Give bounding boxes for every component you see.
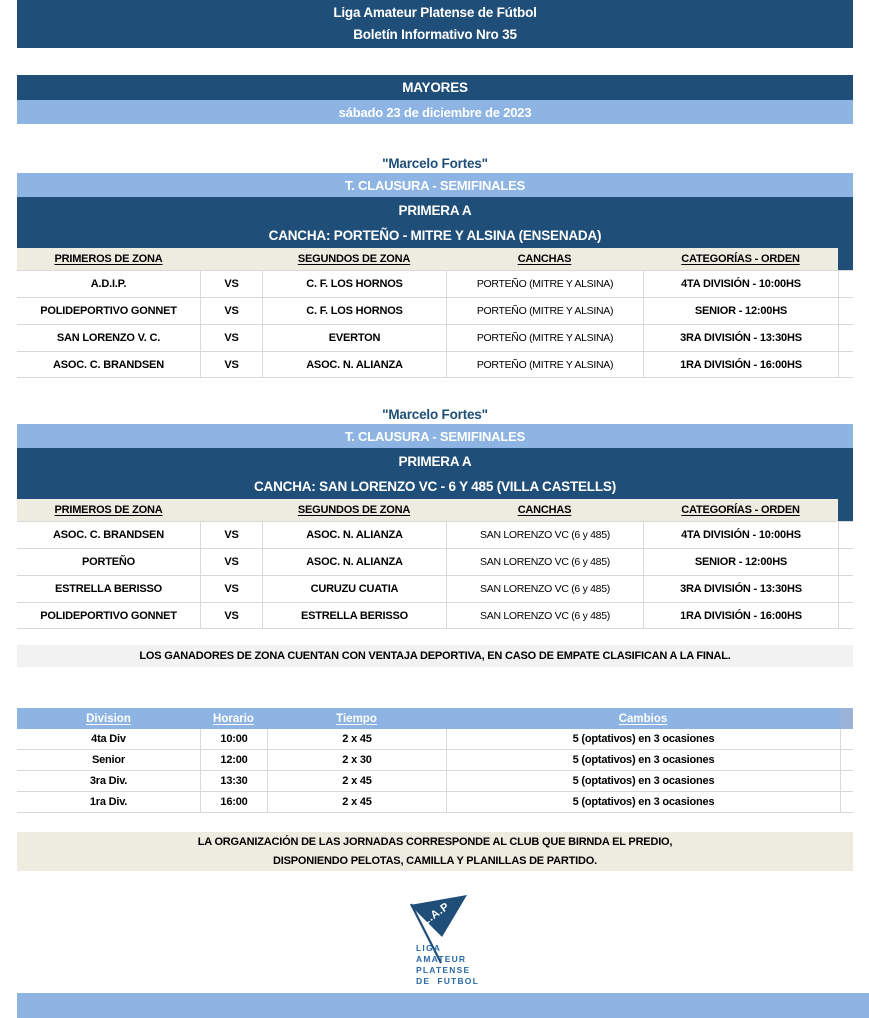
- cancha-cell: SAN LORENZO VC (6 y 485): [446, 522, 643, 548]
- match-section-san-lorenzo: [17, 404, 853, 629]
- match-section-porteno: [17, 153, 853, 378]
- vs-cell: VS: [200, 298, 262, 324]
- cambios-cell: 5 (optativos) en 3 ocasiones: [446, 771, 840, 791]
- schedule-row: [17, 750, 853, 771]
- away-team-cell: ASOC. N. ALIANZA: [262, 352, 446, 377]
- categoria-cell: 4TA DIVISIÓN - 10:00HS: [643, 522, 838, 548]
- spacer-cell: [838, 549, 853, 575]
- cancha-cell: PORTEÑO (MITRE Y ALSINA): [446, 352, 643, 377]
- home-team-cell: POLIDEPORTIVO GONNET: [40, 609, 177, 622]
- spacer-cell: [840, 750, 853, 770]
- spacer-cell: [838, 271, 853, 297]
- home-team-cell: ASOC. C. BRANDSEN: [53, 358, 164, 371]
- spacer-cell: [838, 298, 853, 324]
- vs-cell: VS: [200, 576, 262, 602]
- away-team-cell: C. F. LOS HORNOS: [262, 298, 446, 324]
- spacer-cell: [838, 603, 853, 628]
- match-row: [17, 351, 853, 378]
- home-team-cell: ESTRELLA BERISSO: [54, 583, 162, 595]
- division-cell: 3ra Div.: [89, 775, 128, 787]
- home-team-cell: A.D.I.P.: [90, 278, 127, 290]
- spacer-cell: [838, 325, 853, 351]
- col-header-primeros: PRIMEROS DE ZONA: [54, 253, 163, 265]
- spacer-cell: [840, 771, 853, 791]
- logo-caption-line: PLATENSE: [416, 965, 471, 975]
- home-team-cell: SAN LORENZO V. C.: [56, 332, 161, 344]
- cancha-cell: PORTEÑO (MITRE Y ALSINA): [446, 271, 643, 297]
- section-title: "Marcelo Fortes": [382, 406, 488, 422]
- cambios-cell: 5 (optativos) en 3 ocasiones: [446, 750, 840, 770]
- logo-caption-line: DE FUTBOL: [416, 976, 479, 986]
- col-header-canchas: CANCHAS: [517, 253, 572, 265]
- cancha-cell: SAN LORENZO VC (6 y 485): [446, 549, 643, 575]
- column-header-row: [17, 248, 853, 270]
- venue-label: CANCHA: SAN LORENZO VC - 6 Y 485 (VILLA CASTELLS): [254, 478, 616, 494]
- header-corner-cell: [838, 248, 853, 270]
- category-bar: MAYORES: [17, 75, 853, 100]
- bottom-bar: [17, 993, 869, 1018]
- logo-caption-line: AMATEUR: [416, 954, 467, 964]
- spacer-cell: [838, 522, 853, 548]
- match-row: [17, 521, 853, 548]
- tiempo-cell: 2 x 30: [267, 750, 446, 770]
- spacer-cell: [838, 352, 853, 377]
- match-row: [17, 324, 853, 351]
- col-header-canchas: CANCHAS: [517, 504, 572, 516]
- col-header-segundos: SEGUNDOS DE ZONA: [297, 253, 411, 265]
- categoria-cell: 3RA DIVISIÓN - 13:30HS: [643, 576, 838, 602]
- horario-cell: 13:30: [200, 771, 267, 791]
- categoria-cell: 3RA DIVISIÓN - 13:30HS: [643, 325, 838, 351]
- categoria-cell: 1RA DIVISIÓN - 16:00HS: [643, 352, 838, 377]
- section-title: "Marcelo Fortes": [382, 155, 488, 171]
- spacer-cell: [840, 729, 853, 749]
- categoria-cell: SENIOR - 12:00HS: [643, 298, 838, 324]
- tiempo-cell: 2 x 45: [267, 771, 446, 791]
- home-team-cell: ASOC. C. BRANDSEN: [53, 529, 164, 541]
- schedule-header-cambios: Cambios: [618, 712, 668, 725]
- vs-cell: VS: [200, 271, 262, 297]
- stage-bar: T. CLAUSURA - SEMIFINALES: [17, 173, 853, 197]
- league-logo: [17, 893, 853, 986]
- schedule-row: [17, 771, 853, 792]
- division-venue-bar: [17, 448, 853, 499]
- column-header-row: [17, 499, 853, 521]
- page-title: Liga Amateur Platense de Fútbol: [333, 5, 537, 20]
- pennant-flag-icon: [390, 893, 480, 986]
- venue-label: CANCHA: PORTEÑO - MITRE Y ALSINA (ENSENADA): [268, 227, 602, 243]
- division-venue-bar: [17, 197, 853, 248]
- bulletin-number: Boletín Informativo Nro 35: [353, 27, 517, 42]
- cambios-cell: 5 (optativos) en 3 ocasiones: [446, 792, 840, 812]
- bulletin-page: [17, 0, 853, 986]
- cancha-cell: PORTEÑO (MITRE Y ALSINA): [446, 298, 643, 324]
- categoria-cell: 4TA DIVISIÓN - 10:00HS: [643, 271, 838, 297]
- organization-note: [17, 832, 853, 871]
- schedule-header-division: Division: [86, 712, 131, 725]
- vs-cell: VS: [200, 603, 262, 628]
- division-cell: 1ra Div.: [89, 796, 128, 808]
- match-row: [17, 575, 853, 602]
- away-team-cell: EVERTON: [262, 325, 446, 351]
- horario-cell: 12:00: [200, 750, 267, 770]
- tiempo-cell: 2 x 45: [267, 729, 446, 749]
- cambios-cell: 5 (optativos) en 3 ocasiones: [446, 729, 840, 749]
- winners-note: LOS GANADORES DE ZONA CUENTAN CON VENTAJA DEPORTIVA, EN CASO DE EMPATE CLASIFICAN A LA FINAL.: [17, 645, 853, 667]
- header-corner-cell: [838, 499, 853, 521]
- division-label: PRIMERA A: [398, 453, 472, 469]
- spacer-cell: [838, 576, 853, 602]
- col-header-vs-spacer: [200, 248, 262, 270]
- match-row: [17, 270, 853, 297]
- match-row: [17, 297, 853, 324]
- away-team-cell: ASOC. N. ALIANZA: [262, 522, 446, 548]
- away-team-cell: ESTRELLA BERISSO: [262, 603, 446, 628]
- spacer-cell: [840, 792, 853, 812]
- logo-caption-line: LIGA: [416, 943, 442, 953]
- division-cell: Senior: [91, 754, 126, 766]
- vs-cell: VS: [200, 325, 262, 351]
- schedule-table: [17, 708, 853, 813]
- vs-cell: VS: [200, 549, 262, 575]
- away-team-cell: ASOC. N. ALIANZA: [262, 549, 446, 575]
- away-team-cell: C. F. LOS HORNOS: [262, 271, 446, 297]
- organization-note-line2: DISPONIENDO PELOTAS, CAMILLA Y PLANILLAS DE PARTIDO.: [273, 854, 597, 867]
- cancha-cell: SAN LORENZO VC (6 y 485): [446, 603, 643, 628]
- home-team-cell: PORTEÑO: [82, 556, 135, 568]
- categoria-cell: 1RA DIVISIÓN - 16:00HS: [643, 603, 838, 628]
- date-bar: sábado 23 de diciembre de 2023: [17, 100, 853, 124]
- col-header-segundos: SEGUNDOS DE ZONA: [297, 504, 411, 516]
- organization-note-line1: LA ORGANIZACIÓN DE LAS JORNADAS CORRESPONDE AL CLUB QUE BIRNDA EL PREDIO,: [197, 835, 673, 848]
- col-header-vs-spacer: [200, 499, 262, 521]
- division-cell: 4ta Div: [91, 733, 126, 745]
- col-header-categorias: CATEGORÍAS - ORDEN: [681, 504, 800, 516]
- cancha-cell: SAN LORENZO VC (6 y 485): [446, 576, 643, 602]
- schedule-row: [17, 792, 853, 813]
- cancha-cell: PORTEÑO (MITRE Y ALSINA): [446, 325, 643, 351]
- col-header-primeros: PRIMEROS DE ZONA: [54, 504, 163, 516]
- schedule-row: [17, 729, 853, 750]
- away-team-cell: CURUZU CUATIA: [262, 576, 446, 602]
- vs-cell: VS: [200, 352, 262, 377]
- schedule-header-tiempo: Tiempo: [336, 712, 377, 725]
- schedule-header-row: [17, 708, 853, 729]
- tiempo-cell: 2 x 45: [267, 792, 446, 812]
- schedule-header-corner: [840, 708, 853, 729]
- categoria-cell: SENIOR - 12:00HS: [643, 549, 838, 575]
- vs-cell: VS: [200, 522, 262, 548]
- col-header-categorias: CATEGORÍAS - ORDEN: [681, 253, 800, 265]
- division-label: PRIMERA A: [398, 202, 472, 218]
- schedule-header-horario: Horario: [213, 712, 254, 725]
- match-row: [17, 548, 853, 575]
- stage-bar: T. CLAUSURA - SEMIFINALES: [17, 424, 853, 448]
- horario-cell: 16:00: [200, 792, 267, 812]
- horario-cell: 10:00: [200, 729, 267, 749]
- match-row: [17, 602, 853, 629]
- page-header: [17, 0, 853, 48]
- flag-initials: L.A.P: [419, 900, 452, 928]
- home-team-cell: POLIDEPORTIVO GONNET: [40, 305, 177, 317]
